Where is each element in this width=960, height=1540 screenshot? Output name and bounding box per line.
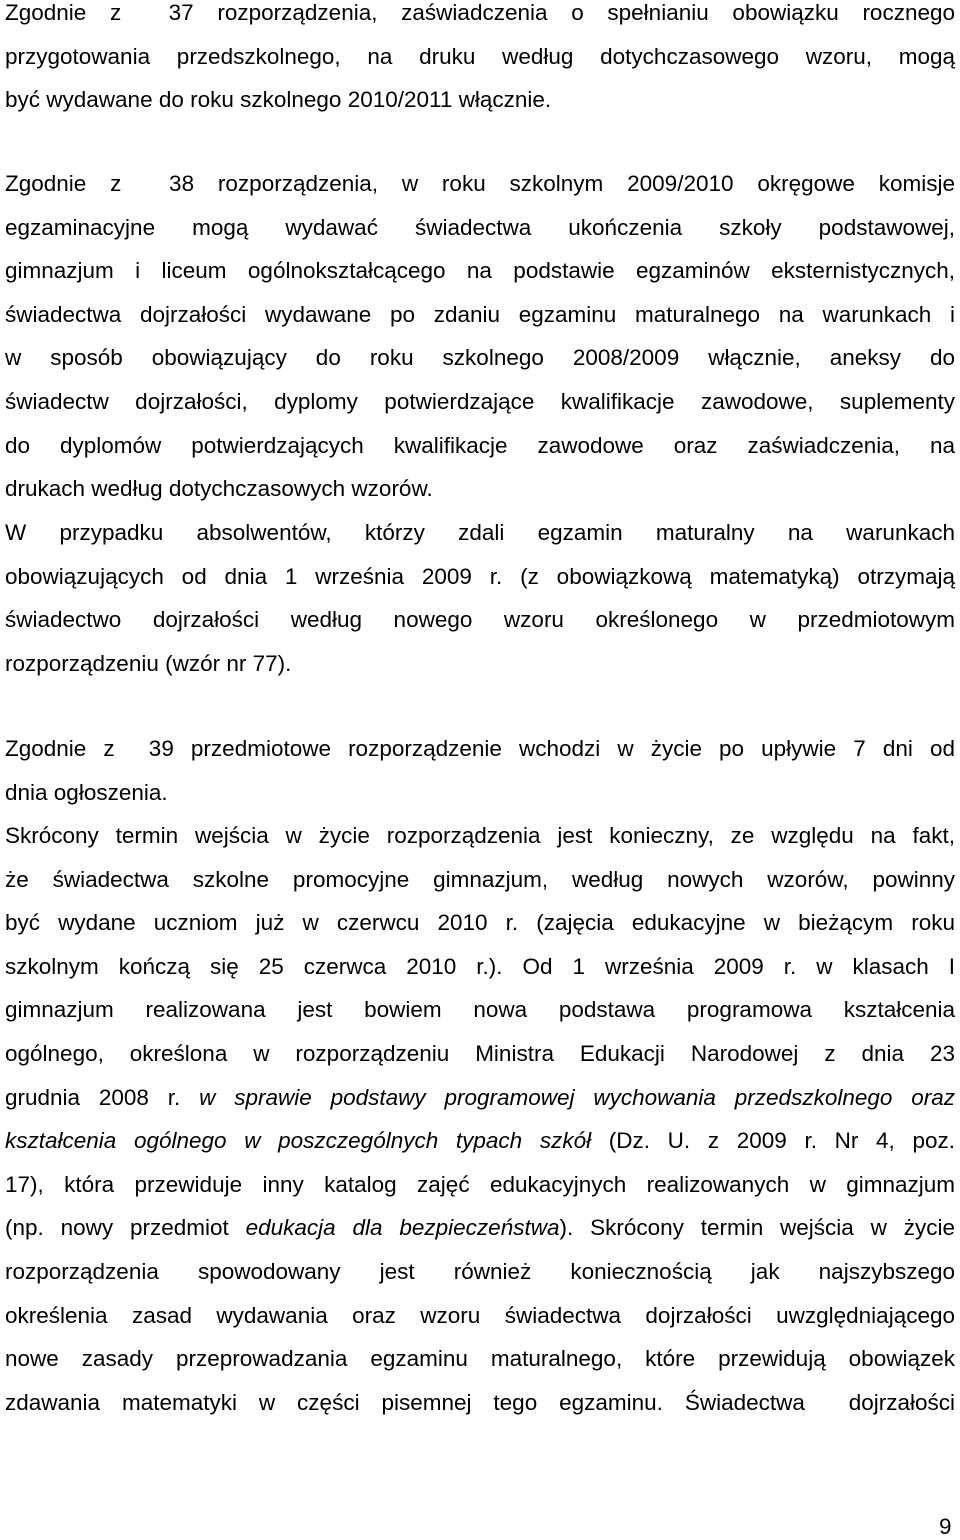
text-line: rozporządzeniu (wzór nr 77). xyxy=(5,650,292,676)
text-line: obowiązujących od dnia 1 września 2009 r. (z obowiązkową matematyką) otrzymają xyxy=(5,563,955,589)
text-line: Zgodnie z 37 rozporządzenia, zaświadczenia o spełnianiu obowiązku rocznego xyxy=(5,0,955,25)
text-line: kształcenia ogólnego w poszczególnych typach szkół (Dz. U. z 2009 r. Nr 4, poz. xyxy=(5,1128,956,1154)
text-line: być wydane uczniom już w czerwcu 2010 r. (zajęcia edukacyjne w bieżącym roku xyxy=(5,910,955,936)
text-line: rozporządzenia spowodowany jest również koniecznością jak najszybszego xyxy=(5,1258,955,1284)
text-line: zdawania matematyki w części pisemnej tego egzaminu. Świadectwa dojrzałości xyxy=(5,1389,955,1415)
italic-regulation-title: kształcenia ogólnego w poszczególnych typach szkół xyxy=(5,1128,592,1154)
page-number: 9 xyxy=(939,1514,952,1539)
text-line: świadectwa dojrzałości wydawane po zdaniu egzaminu maturalnego na warunkach i xyxy=(5,301,955,327)
italic-subject-name: edukacja dla bezpieczeństwa xyxy=(245,1215,560,1241)
text-line: że świadectwa szkolne promocyjne gimnazjum, według nowych wzorów, powinny xyxy=(5,866,955,892)
text-line: 17), która przewiduje inny katalog zajęć edukacyjnych realizowanych w gimnazjum xyxy=(5,1171,955,1197)
text-line: drukach według dotychczasowych wzorów. xyxy=(5,476,433,502)
text-line: w sposób obowiązujący do roku szkolnego 2008/2009 włącznie, aneksy do xyxy=(5,345,955,371)
text-line: nowe zasady przeprowadzania egzaminu maturalnego, które przewidują obowiązek xyxy=(5,1346,955,1372)
text-line: (np. nowy przedmiot edukacja dla bezpieczeństwa). Skrócony termin wejścia w życie xyxy=(5,1215,956,1241)
text-line: przygotowania przedszkolnego, na druku według dotychczasowego wzoru, mogą xyxy=(5,43,955,69)
text-line: gimnazjum realizowana jest bowiem nowa podstawa programowa kształcenia xyxy=(5,997,955,1023)
text-line: W przypadku absolwentów, którzy zdali egzamin maturalny na warunkach xyxy=(5,520,955,545)
paragraph-graduates xyxy=(5,520,955,694)
text-line: egzaminacyjne mogą wydawać świadectwa ukończenia szkoły podstawowej, xyxy=(5,214,955,240)
text-line: określenia zasad wydawania oraz wzoru świadectwa dojrzałości uwzględniającego xyxy=(5,1302,955,1328)
text-line: być wydawane do roku szkolnego 2010/2011 włącznie. xyxy=(5,87,552,113)
paragraph-par-37 xyxy=(5,0,955,131)
paragraph-justification xyxy=(5,823,955,1433)
text-line: Skrócony termin wejścia w życie rozporządzenia jest konieczny, ze względu na fakt, xyxy=(5,823,955,848)
text-line: grudnia 2008 r. w sprawie podstawy programowej wychowania przedszkolnego oraz xyxy=(5,1084,955,1110)
paragraph-par-39 xyxy=(5,736,955,823)
paragraph-par-38 xyxy=(5,171,955,520)
text-line: gimnazjum i liceum ogólnokształcącego na podstawie egzaminów eksternistycznych, xyxy=(5,258,955,284)
italic-regulation-title: w sprawie podstawy programowej wychowania przedszkolnego oraz xyxy=(199,1084,955,1110)
text-line: Zgodnie z 38 rozporządzenia, w roku szkolnym 2009/2010 okręgowe komisje xyxy=(5,171,955,196)
text-line: do dyplomów potwierdzających kwalifikacje zawodowe oraz zaświadczenia, na xyxy=(5,432,955,458)
text-line: dnia ogłoszenia. xyxy=(5,779,168,805)
text-line: świadectw dojrzałości, dyplomy potwierdzające kwalifikacje zawodowe, suplementy xyxy=(5,388,955,414)
text-line: świadectwo dojrzałości według nowego wzoru określonego w przedmiotowym xyxy=(5,607,955,633)
text-line: szkolnym kończą się 25 czerwca 2010 r.). Od 1 września 2009 r. w klasach I xyxy=(5,953,955,979)
text-line: Zgodnie z 39 przedmiotowe rozporządzenie wchodzi w życie po upływie 7 dni od xyxy=(5,736,955,761)
text-line: ogólnego, określona w rozporządzeniu Ministra Edukacji Narodowej z dnia 23 xyxy=(5,1040,955,1066)
